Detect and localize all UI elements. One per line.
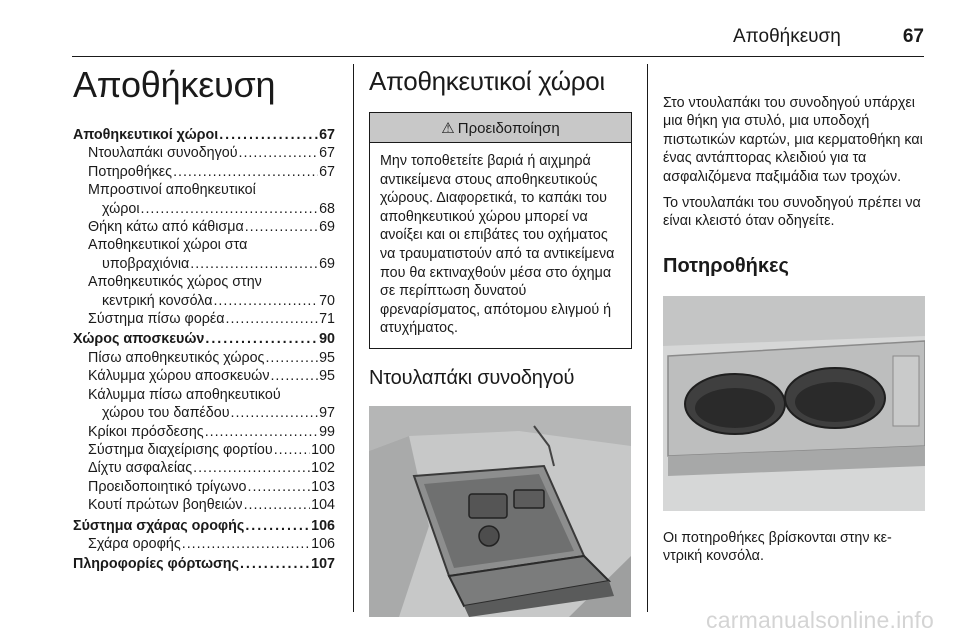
right-column — [663, 94, 925, 574]
toc-entry[interactable] — [73, 163, 335, 181]
toc-list — [73, 126, 335, 574]
toc-leader — [182, 535, 310, 553]
toc-leader — [240, 555, 310, 573]
glovebox-note: Το ντουλαπάκι του συνοδηγού πρέπει να είναι κλειστό όταν οδηγείτε. — [663, 195, 921, 230]
toc-page-number: 106 — [311, 517, 335, 534]
toc-page-number: 99 — [319, 423, 335, 440]
toc-entry-label: Κρίκοι πρόσδεσης — [88, 423, 204, 440]
toc-leader — [205, 330, 318, 348]
toc-leader — [239, 144, 319, 162]
header-title: Αποθήκευση — [732, 26, 841, 47]
toc-leader — [274, 441, 310, 459]
column-divider — [647, 64, 648, 612]
toc-entry-label: Σχάρα οροφής — [88, 535, 181, 552]
toc-page-number: 104 — [311, 497, 335, 514]
toc-leader — [226, 310, 319, 328]
watermark: carmanualsonline.info — [706, 607, 934, 633]
toc-page-number: 70 — [319, 292, 335, 309]
toc-page-number: 67 — [319, 127, 335, 143]
warning-header — [370, 113, 631, 143]
glovebox-photo — [369, 406, 631, 617]
toc-page-number: 67 — [319, 163, 335, 180]
toc-page-number: 71 — [319, 311, 335, 328]
toc-page-number: 95 — [319, 368, 335, 385]
toc-leader — [245, 218, 318, 236]
toc-entry[interactable] — [73, 144, 335, 162]
toc-entry-label: Πληροφορίες φόρτωσης — [73, 556, 239, 573]
toc-page-number: 95 — [319, 349, 335, 366]
toc-leader — [248, 478, 311, 496]
toc-entry[interactable] — [73, 535, 335, 553]
toc-title: Αποθήκευση — [73, 64, 276, 105]
warning-text: Μην τοποθετείτε βαριά ή αιχμηρά αντικείμενα στους αποθηκευτικούς χώρους. Διαφορετικά, το καπάκι του αποθηκευτικού χώρου μπορεί να ανοίξει και οι επιβάτες του οχήματος να τραυματιστούν από τα αντικείμενα που θα εκτιναχθούν μέσα στο όχημα σε περίπτωση δυνατού φρεναρίσματος, απότομου ελιγμού ή ατυχήματος. — [380, 153, 615, 337]
toc-leader — [141, 200, 319, 218]
toc-entry[interactable] — [73, 330, 335, 348]
toc-entry-label: υποβραχιόνια — [102, 255, 190, 272]
toc-page-number: 69 — [319, 219, 335, 236]
toc-entry[interactable] — [73, 349, 335, 367]
toc-page-number: 67 — [319, 145, 335, 162]
toc-page-number: 97 — [319, 405, 335, 422]
toc-entry[interactable] — [73, 310, 335, 328]
glovebox-title: Ντουλαπάκι συνοδηγού — [369, 366, 575, 389]
toc-entry-label: Δίχτυ ασφαλείας — [88, 460, 193, 477]
toc-entry[interactable] — [73, 478, 335, 496]
toc-page-number: 68 — [319, 200, 335, 217]
toc-page-number: 106 — [311, 535, 335, 552]
toc-entry-label: Αποθηκευτικοί χώροι — [73, 127, 219, 143]
toc-entry-label: Σύστημα σχάρας οροφής — [73, 517, 245, 534]
toc-page-number: 102 — [311, 460, 335, 477]
toc-entry[interactable] — [73, 517, 335, 535]
cupholders-title: Ποτηροθήκες — [663, 254, 789, 277]
toc-leader — [205, 423, 318, 441]
toc-entry-label: Αποθηκευτικοί χώροι στα — [88, 237, 248, 254]
toc-entry-label: κεντρική κονσόλα — [102, 292, 213, 309]
toc-entry-label: Ποτηροθήκες — [88, 163, 173, 180]
toc-leader — [193, 459, 310, 477]
toc-entry[interactable] — [73, 423, 335, 441]
toc-entry[interactable] — [73, 218, 335, 236]
toc-entry-label: Κάλυμμα χώρου αποσκευών — [88, 368, 270, 385]
toc-entry[interactable] — [73, 555, 335, 573]
warning-icon: ⚠ — [441, 120, 455, 137]
toc-page-number: 100 — [311, 441, 335, 458]
page-number: 67 — [902, 26, 924, 47]
toc-entry-label: Προειδοποιητικό τρίγωνο — [88, 478, 247, 495]
toc-leader — [270, 367, 318, 385]
toc-entry[interactable] — [73, 441, 335, 459]
toc-entry-label: Μπροστινοί αποθηκευτικοί — [88, 182, 256, 199]
toc-entry[interactable] — [73, 236, 335, 273]
warning-box — [369, 112, 632, 349]
toc-entry[interactable] — [73, 496, 335, 514]
toc-entry[interactable] — [73, 459, 335, 477]
toc-entry-label: Σύστημα διαχείρισης φορτίου — [88, 441, 273, 458]
toc-entry-label: Χώρος αποσκευών — [73, 331, 205, 348]
toc-leader — [265, 349, 318, 367]
toc-page-number: 69 — [319, 255, 335, 272]
warning-title: Προειδοποίηση — [457, 120, 560, 137]
toc-entry[interactable] — [73, 126, 335, 144]
toc-leader — [173, 163, 318, 181]
column-divider — [353, 64, 354, 612]
toc-entry-label: Σύστημα πίσω φορέα — [88, 311, 225, 328]
toc-entry[interactable] — [73, 386, 335, 423]
toc-leader — [213, 292, 318, 310]
toc-entry-label: Ντουλαπάκι συνοδηγού — [88, 145, 238, 162]
storage-section — [369, 64, 632, 617]
toc-page-number: 107 — [311, 556, 335, 573]
toc-leader — [244, 496, 311, 514]
toc-entry-label: χώρου του δαπέδου — [102, 405, 230, 422]
toc-entry-label: Θήκη κάτω από κάθισμα — [88, 219, 244, 236]
toc-entry[interactable] — [73, 181, 335, 218]
toc-entry[interactable] — [73, 367, 335, 385]
toc-entry-label: Κάλυμμα πίσω αποθηκευτικού — [88, 386, 281, 403]
glovebox-description: Στο ντουλαπάκι του συνοδηγού υπάρχει μια θήκη για στυλό, μια υποδοχή πιστωτικών καρτών, μια κερματοθήκη και ένας αντάπτορας κλειδιού για τα ασφαλιζόμενα παξιμάδια των τροχών. — [663, 95, 923, 185]
toc-leader — [231, 404, 319, 422]
cupholders-description: Οι ποτηροθήκες βρίσκονται στην κεντρική κονσόλα. — [663, 529, 892, 565]
toc-entry-label: Κουτί πρώτων βοηθειών — [88, 497, 243, 514]
toc-page-number: 103 — [311, 478, 335, 495]
cupholders-photo — [663, 296, 925, 511]
toc-entry-label: Πίσω αποθηκευτικός χώρος — [88, 349, 265, 366]
toc-leader — [219, 126, 318, 144]
toc-leader — [245, 517, 310, 535]
toc-entry-label: Αποθηκευτικός χώρος στην — [88, 274, 262, 291]
table-of-contents — [73, 64, 335, 574]
section-title: Αποθηκευτικοί χώροι — [369, 66, 605, 96]
toc-entry-label: χώροι — [102, 200, 140, 217]
page-header — [733, 26, 924, 48]
toc-leader — [190, 255, 318, 273]
toc-page-number: 90 — [319, 331, 335, 348]
header-rule — [72, 56, 924, 57]
toc-entry[interactable] — [73, 273, 335, 310]
